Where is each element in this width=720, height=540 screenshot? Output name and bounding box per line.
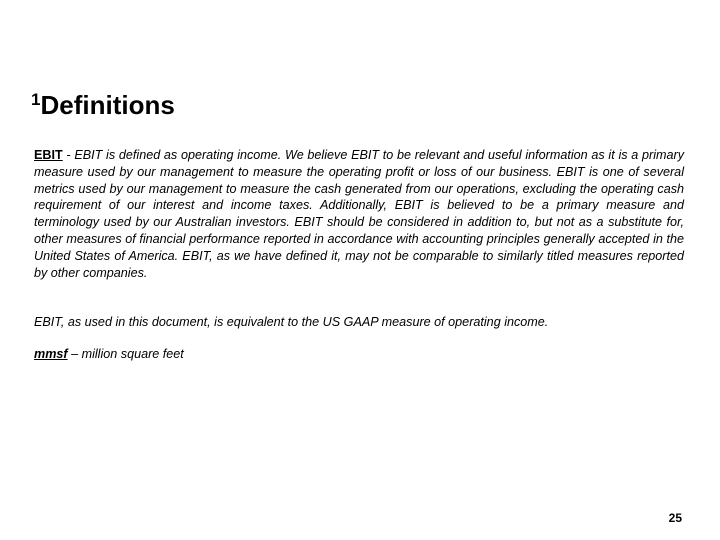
slide-title <box>31 86 175 128</box>
ebit-equivalence-note: EBIT, as used in this document, is equivalent to the US GAAP measure of operating income. <box>34 315 549 329</box>
mmsf-definition <box>34 346 684 363</box>
ebit-term: EBIT <box>34 148 63 162</box>
ebit-definition <box>34 147 684 281</box>
ebit-definition-text: - EBIT is defined as operating income. We believe EBIT to be relevant and useful information as it is a primary measure used by our management to measure the operating profit or loss of our business. EBIT is one of several metrics used by our management to measure the cash generated from our operations, excluding the operating cash requirement of our interest and income taxes. Additionally, EBIT is believed to be a primary measure and terminology used by our Australian investors. EBIT should be considered in addition to, but not as a substitute for, other measures of financial performance reported in accordance with accounting principles generally accepted in the United States of America. EBIT, as we have defined it, may not be comparable to similarly titled measures reported by other companies. <box>34 148 684 280</box>
mmsf-definition-text: – million square feet <box>67 347 184 361</box>
mmsf-term: mmsf <box>34 347 68 361</box>
page-number: 25 <box>668 511 682 525</box>
title-text: Definitions <box>40 90 175 120</box>
title-superscript: 1 <box>31 90 41 109</box>
